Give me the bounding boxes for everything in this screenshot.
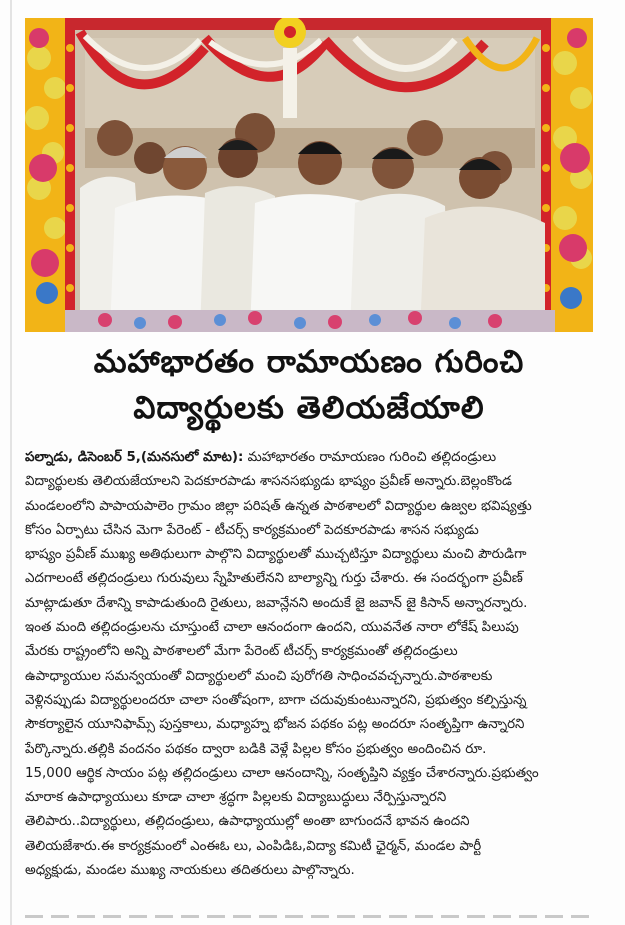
article-line: 15,000 ఆర్థిక సాయం పట్ల తల్లిదండ్రులు చాలా ఆనందాన్ని, సంతృప్తిని వ్యక్తం చేశారన్నారు.ప్రభుత్వం [25, 765, 539, 781]
article-line: కోసం ఏర్పాటు చేసిన మెగా పేరెంట్ - టీచర్స్ కార్యక్రమంలో పెదకూరపాడు శాసన సభ్యుడు [25, 522, 479, 538]
dateline: పల్నాడు, డిసెంబర్ 5,(మనసులో మాట): [25, 450, 244, 465]
article-line: భాష్యం ప్రవీణ్ ముఖ్య అతిథులుగా పాల్గొని విద్యార్థులతో ముచ్చటిస్తూ విద్యార్థులు మంచి పౌరుడిగా [25, 547, 527, 563]
article-line: సౌకర్యాలైన యూనిఫామ్స్ పుస్తకాలు, మధ్యాహ్న భోజన పథకం పట్ల అందరూ సంతృప్తిగా ఉన్నారని [25, 717, 525, 733]
article-line: ఉపాధ్యాయుల సమన్వయంతో విద్యార్థులలో మంచి పురోగతి సాధించవచ్చన్నారు.పాఠశాలకు [25, 668, 493, 684]
headline [25, 336, 593, 436]
headline-line-2: విద్యార్థులకు తెలియజేయాలి [133, 390, 485, 426]
article-line [25, 446, 591, 470]
article-line: ఇంత మంది తల్లిదండ్రులను చూస్తుంటే చాలా ఆనందంగా ఉందని, యువనేత నారా లోకేష్ పిలుపు [25, 620, 519, 636]
article-line: విద్యార్థులకు తెలియజేయాలని పెదకూరపాడు శాసనసభ్యుడు భాష్యం ప్రవీణ్ అన్నారు.బెల్లంకొండ [25, 474, 512, 490]
article-line: మాట్లాడుతూ దేశాన్ని కాపాడుతుంది రైతులు, జవాన్లేనని అందుకే జై జవాన్ జై కిసాన్ అన్నారన్నారు. [25, 595, 528, 611]
cut-line [25, 915, 591, 918]
article-line: వెళ్లినప్పుడు విద్యార్థులందరూ చాలా సంతోషంగా, బాగా చదువుకుంటున్నారని, ప్రభుత్వం కల్పిస్తున్న [25, 692, 527, 708]
article-line: పేర్కొన్నారు.తల్లికి వందనం పథకం ద్వారా బడికి వెళ్లే పిల్లల కోసం ప్రభుత్వం అందించిన రూ. [25, 741, 487, 757]
article-line: మండలంలోని పాపాయపాలెం గ్రామం జిల్లా పరిషత్ ఉన్నత పాఠశాలలో విద్యార్థుల ఉజ్వల భవిష్యత్తు [25, 498, 532, 514]
article-text: మహాభారతం రామాయణం గురించి తల్లిదండ్రులు [243, 450, 497, 465]
news-photo [25, 18, 593, 332]
page-edge [10, 0, 12, 925]
article-line: మారాక ఉపాధ్యాయులు కూడా చాలా శ్రద్ధగా పిల్లలకు విద్యాబుద్ధులు నేర్పిస్తున్నారని [25, 790, 447, 806]
article-line: తెలిపారు..విద్యార్థులు, తల్లిదండ్రులు, ఉపాధ్యాయుల్లో అంతా బాగుందనే భావన ఉందని [25, 814, 470, 830]
article-body [25, 446, 591, 914]
article-line: తెలియజేశారు.ఈ కార్యక్రమంలో ఎంఈఓ లు, ఎంపిడిఓ,విద్యా కమిటీ ఛైర్మన్, మండల పార్టీ [25, 838, 482, 854]
headline-line-1: మహాభారతం రామాయణం గురించి [93, 344, 525, 380]
article-line: మేరకు రాష్ట్రంలోని అన్ని పాఠశాలలో మేగా పేరెంట్ టీచర్స్ కార్యక్రమంతో తల్లిదండ్రులు [25, 644, 458, 660]
article-line: అధ్యక్షుడు, మండల ముఖ్య నాయకులు తదితరులు పాల్గొన్నారు. [25, 863, 355, 879]
group-photo-image [25, 18, 593, 332]
article-line: ఎదగాలంటే తల్లిదండ్రులు గురువులు స్నేహితులేనని బాల్యాన్ని గుర్తు చేశారు. ఈ సందర్భంగా ప్రవీణ్ [25, 571, 523, 587]
